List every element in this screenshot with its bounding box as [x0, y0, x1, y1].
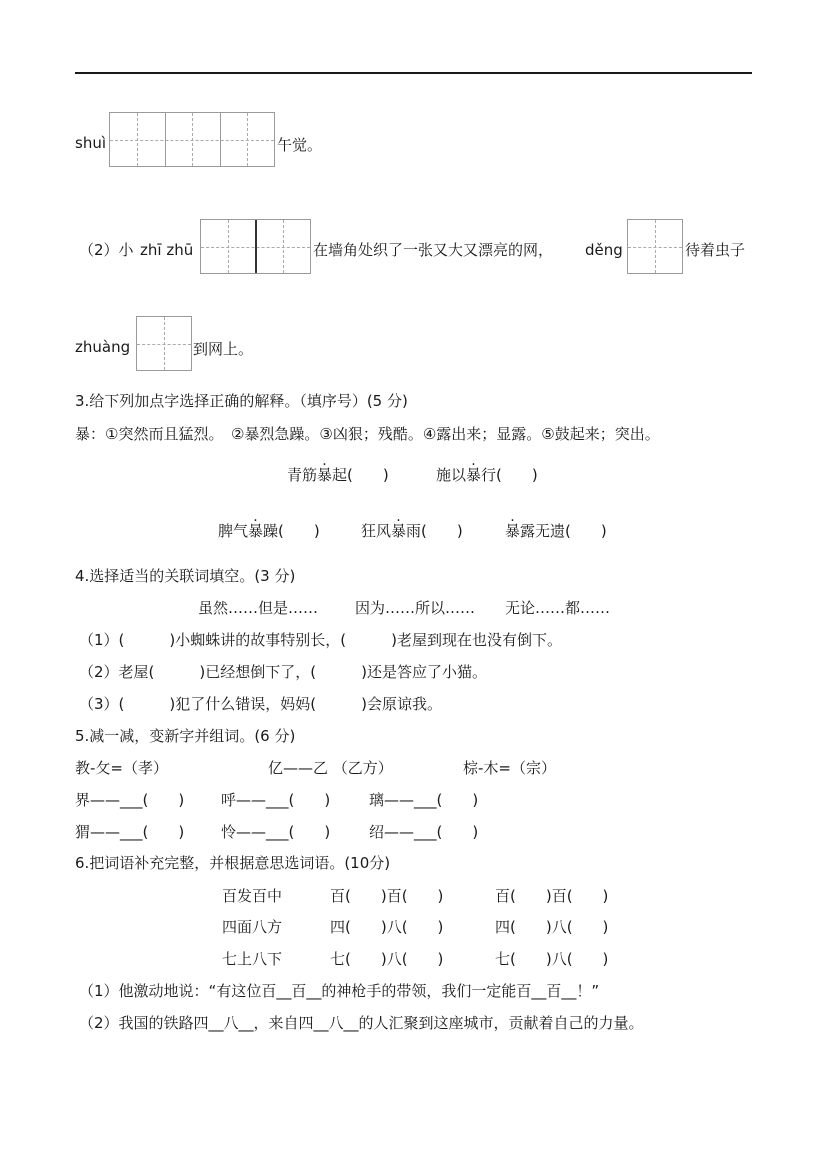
q3-word-piqi[interactable]: 脾气暴躁( )	[218, 522, 320, 540]
q5-example-1: 教-攵=（孝）	[75, 759, 168, 777]
q6-example-2: 四面八方	[222, 918, 283, 936]
q6-sentence-2[interactable]: （2）我国的铁路四__八__，来自四__八__的人汇聚到这座城市，贡献着自己的力量。	[79, 1014, 644, 1032]
pinyin-shui: shuì	[75, 134, 106, 152]
q3-word-shiyi[interactable]: 施以暴行( )	[436, 466, 538, 484]
q3-title: 3.给下列加点字选择正确的解释。（填序号）(5 分)	[75, 392, 408, 410]
pinyin-zhuang: zhuàng	[75, 338, 131, 356]
line1-tail: 午觉。	[277, 136, 323, 154]
q2-item2-prefix: （2）小	[79, 241, 134, 259]
q3-word-kuangfeng[interactable]: 狂风暴雨( )	[361, 522, 463, 540]
q4-item-1[interactable]: （1）( )小蜘蛛讲的故事特别长，( )老屋到现在也没有倒下。	[79, 631, 562, 649]
line2-middle: 在墙角处织了一张又大又漂亮的网，	[313, 241, 554, 259]
q6-sentence-1[interactable]: （1）他激动地说：“有这位百__百__的神枪手的带领，我们一定能百__百__！”	[79, 982, 600, 1000]
q6-blank-2a[interactable]: 四( )八( )	[330, 918, 444, 936]
q4-title: 4.选择适当的关联词填空。(3 分)	[75, 567, 296, 585]
q6-blank-3b[interactable]: 七( )八( )	[495, 950, 609, 968]
q6-example-1: 百发百中	[222, 887, 283, 905]
tianzige-grid-deng[interactable]	[627, 219, 683, 274]
q4-option-3: 无论……都……	[505, 599, 611, 617]
q6-title: 6.把词语补充完整，并根据意思选词语。(10分)	[75, 854, 391, 872]
q3-definitions: 暴：①突然而且猛烈。 ②暴烈急躁。③凶狠；残酷。④露出来；显露。⑤鼓起来；突出。	[75, 425, 660, 443]
tianzige-grid-zhizhu[interactable]	[200, 219, 311, 274]
q3-word-baolu[interactable]: 暴露无遗( )	[505, 522, 607, 540]
tianzige-grid-shui[interactable]	[109, 112, 275, 167]
q5-example-2: 亿——乙 （乙方）	[268, 759, 393, 777]
q5-row2-col2[interactable]: 怜——___( )	[221, 823, 331, 841]
line2-tail: 待着虫子	[685, 241, 746, 259]
q5-row1-col3[interactable]: 璃——___( )	[369, 791, 479, 809]
q3-word-qingjin[interactable]: 青筋暴起( )	[287, 466, 389, 484]
q4-item-3[interactable]: （3）( )犯了什么错误，妈妈( )会原谅我。	[79, 695, 442, 713]
pinyin-zhizhu: zhī zhū	[140, 241, 194, 259]
tianzige-grid-zhuang[interactable]	[136, 316, 192, 371]
q5-row2-col1[interactable]: 猬——___( )	[75, 823, 185, 841]
q6-blank-2b[interactable]: 四( )八( )	[495, 918, 609, 936]
q5-example-3: 棕-木=（宗）	[463, 759, 556, 777]
q6-example-3: 七上八下	[222, 950, 283, 968]
q4-option-1: 虽然……但是……	[198, 599, 319, 617]
q6-blank-1b[interactable]: 百( )百( )	[495, 887, 609, 905]
q5-title: 5.减一减，变新字并组词。(6 分)	[75, 727, 296, 745]
q6-blank-1a[interactable]: 百( )百( )	[330, 887, 444, 905]
q4-item-2[interactable]: （2）老屋( )已经想倒下了，( )还是答应了小猫。	[79, 663, 487, 681]
q5-row2-col3[interactable]: 绍——___( )	[369, 823, 479, 841]
top-rule	[75, 72, 752, 74]
line3-tail: 到网上。	[193, 340, 254, 358]
pinyin-deng: děng	[585, 241, 623, 259]
q5-row1-col2[interactable]: 呼——___( )	[221, 791, 331, 809]
q5-row1-col1[interactable]: 界——___( )	[75, 791, 185, 809]
q6-blank-3a[interactable]: 七( )八( )	[330, 950, 444, 968]
q4-option-2: 因为……所以……	[355, 599, 476, 617]
